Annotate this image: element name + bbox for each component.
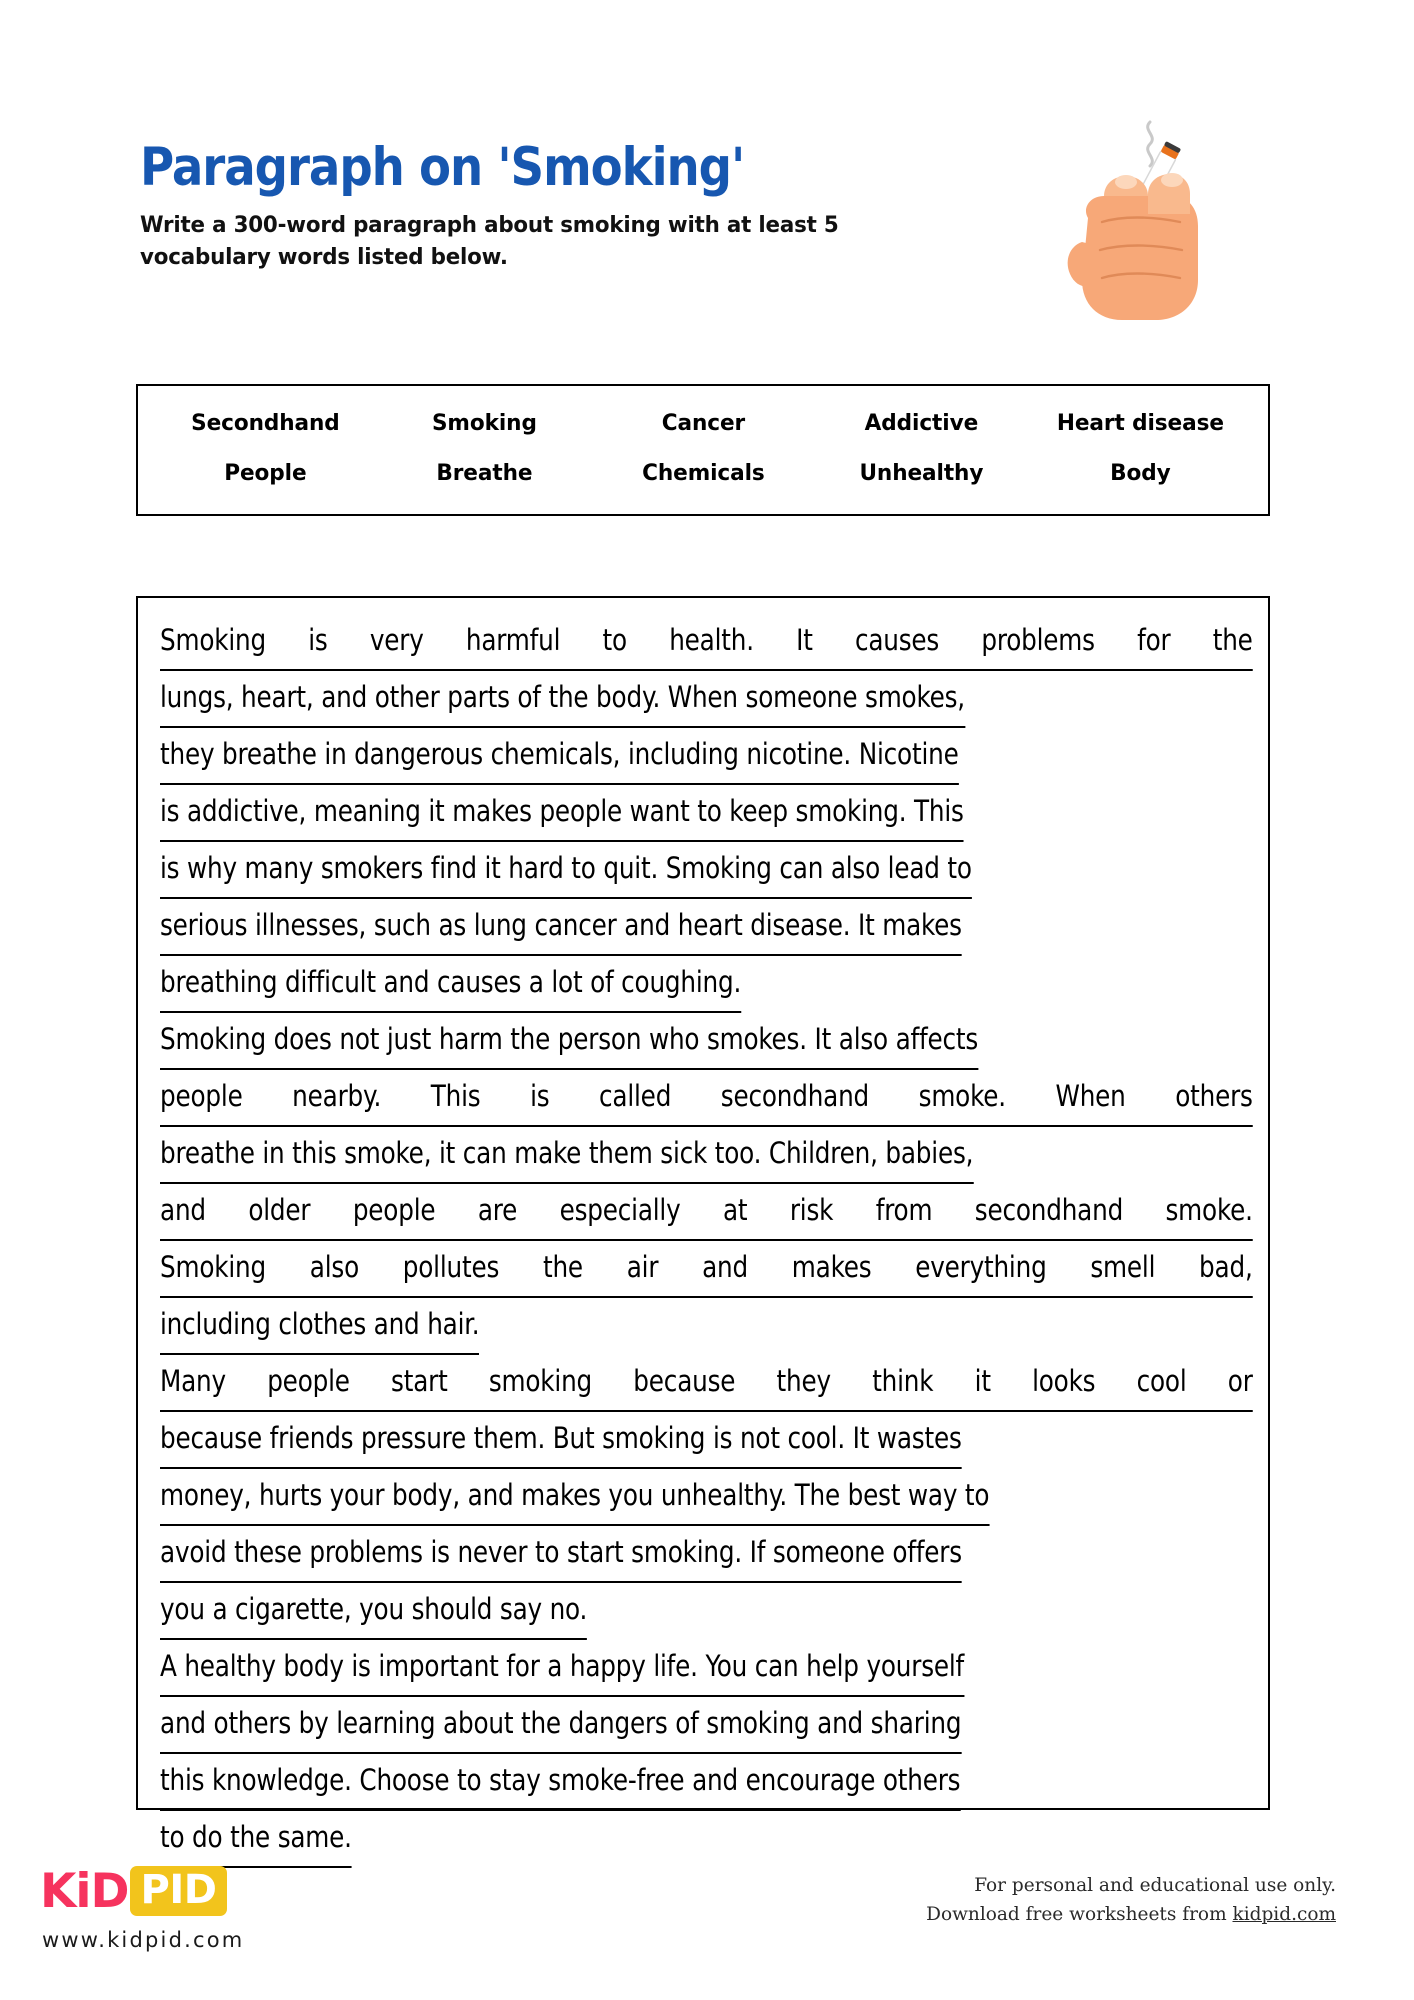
paragraph-line-text: to do the same. — [160, 1811, 352, 1868]
vocabulary-word: Secondhand — [191, 410, 340, 436]
paragraph-line — [160, 785, 1257, 842]
vocabulary-word: Cancer — [661, 410, 745, 436]
worksheet-header — [140, 137, 1040, 274]
paragraph-line-text: you a cigarette, you should say no. — [160, 1583, 587, 1640]
footer-notice-line1: For personal and educational use only. — [974, 1875, 1336, 1896]
paragraph-line-text: serious illnesses, such as lung cancer and heart disease. It makes — [160, 899, 962, 956]
paragraph-line-text: money, hurts your body, and makes you unhealthy. The best way to — [160, 1469, 989, 1526]
paragraph-line — [160, 614, 1257, 671]
paragraph-line — [160, 1526, 1257, 1583]
hand-holding-cigarette-icon — [1030, 110, 1240, 330]
vocabulary-word: Unhealthy — [859, 460, 984, 486]
vocabulary-word: Body — [1110, 460, 1171, 486]
paragraph-line-text: is addictive, meaning it makes people want to keep smoking. This — [160, 785, 964, 842]
paragraph-line — [160, 1469, 1257, 1526]
paragraph-answer-box[interactable] — [136, 596, 1270, 1854]
footer-notice-prefix: Download free worksheets from — [926, 1903, 1233, 1925]
paragraph-line — [160, 956, 1257, 1013]
paragraph-line-text: avoid these problems is never to start smoking. If someone offers — [160, 1526, 962, 1583]
paragraph-line-text: they breathe in dangerous chemicals, including nicotine. Nicotine — [160, 728, 959, 785]
vocabulary-row — [156, 398, 1250, 448]
footer-kidpid-link[interactable]: kidpid.com — [1232, 1903, 1336, 1925]
logo-kid-text: KiD — [40, 1863, 129, 1919]
paragraph-line-text: breathe in this smoke, it can make them sick too. Children, babies, — [160, 1127, 973, 1184]
paragraph-line — [160, 842, 1257, 899]
page-footer — [0, 1850, 1414, 2000]
footer-notice — [926, 1872, 1336, 1929]
footer-website-url: www.kidpid.com — [42, 1928, 245, 1952]
vocabulary-row — [156, 448, 1250, 498]
paragraph-line-text: including clothes and hair. — [160, 1298, 479, 1355]
vocabulary-word: Heart disease — [1057, 410, 1225, 436]
vocabulary-box — [136, 384, 1270, 516]
paragraph-line — [160, 1754, 1257, 1811]
kidpid-logo — [40, 1863, 227, 1919]
paragraph-line-text: lungs, heart, and other parts of the body. When someone smokes, — [160, 671, 965, 728]
paragraph-line — [160, 1241, 1257, 1298]
vocabulary-word: People — [224, 460, 307, 486]
paragraph-line-text: Smoking does not just harm the person who smokes. It also affects — [160, 1013, 978, 1070]
vocabulary-word: Addictive — [865, 410, 979, 436]
paragraph-line — [160, 1070, 1257, 1127]
paragraph-line-text: and older people are especially at risk from secondhand smoke. — [160, 1184, 1253, 1241]
paragraph-line — [160, 1298, 1257, 1355]
page-title: Paragraph on 'Smoking' — [140, 137, 745, 198]
paragraph-line-text: this knowledge. Choose to stay smoke-free and encourage others — [160, 1754, 960, 1811]
paragraph-line — [160, 1127, 1257, 1184]
paragraph-line — [160, 1355, 1257, 1412]
paragraph-line — [160, 899, 1257, 956]
paragraph-line-text: Smoking is very harmful to health. It causes problems for the — [160, 614, 1253, 671]
paragraph-line — [160, 728, 1257, 785]
paragraph-line — [160, 1184, 1257, 1241]
paragraph-line — [160, 1412, 1257, 1469]
vocabulary-word: Chemicals — [641, 460, 765, 486]
paragraph-line — [160, 1013, 1257, 1070]
paragraph-line-text: people nearby. This is called secondhand smoke. When others — [160, 1070, 1253, 1127]
paragraph-line — [160, 1697, 1257, 1754]
paragraph-line — [160, 1583, 1257, 1640]
paragraph-line-text: because friends pressure them. But smoking is not cool. It wastes — [160, 1412, 962, 1469]
footer-notice-line2 — [926, 1901, 1336, 1930]
paragraph-line-text: and others by learning about the dangers of smoking and sharing — [160, 1697, 961, 1754]
instructions-text: Write a 300-word paragraph about smoking with at least 5 vocabulary words listed below. — [140, 211, 839, 270]
vocabulary-word: Breathe — [436, 460, 533, 486]
paragraph-line-text: A healthy body is important for a happy life. You can help yourself — [160, 1640, 964, 1697]
paragraph-line-text: Many people start smoking because they think it looks cool or — [160, 1355, 1253, 1412]
paragraph-line-text: Smoking also pollutes the air and makes everything smell bad, — [160, 1241, 1253, 1298]
paragraph-text — [160, 614, 1253, 1868]
vocabulary-word: Smoking — [431, 410, 537, 436]
logo-pid-text: PID — [130, 1866, 228, 1916]
paragraph-line-text: breathing difficult and causes a lot of coughing. — [160, 956, 741, 1013]
paragraph-line — [160, 1640, 1257, 1697]
paragraph-line — [160, 671, 1257, 728]
paragraph-line-text: is why many smokers find it hard to quit. Smoking can also lead to — [160, 842, 972, 899]
